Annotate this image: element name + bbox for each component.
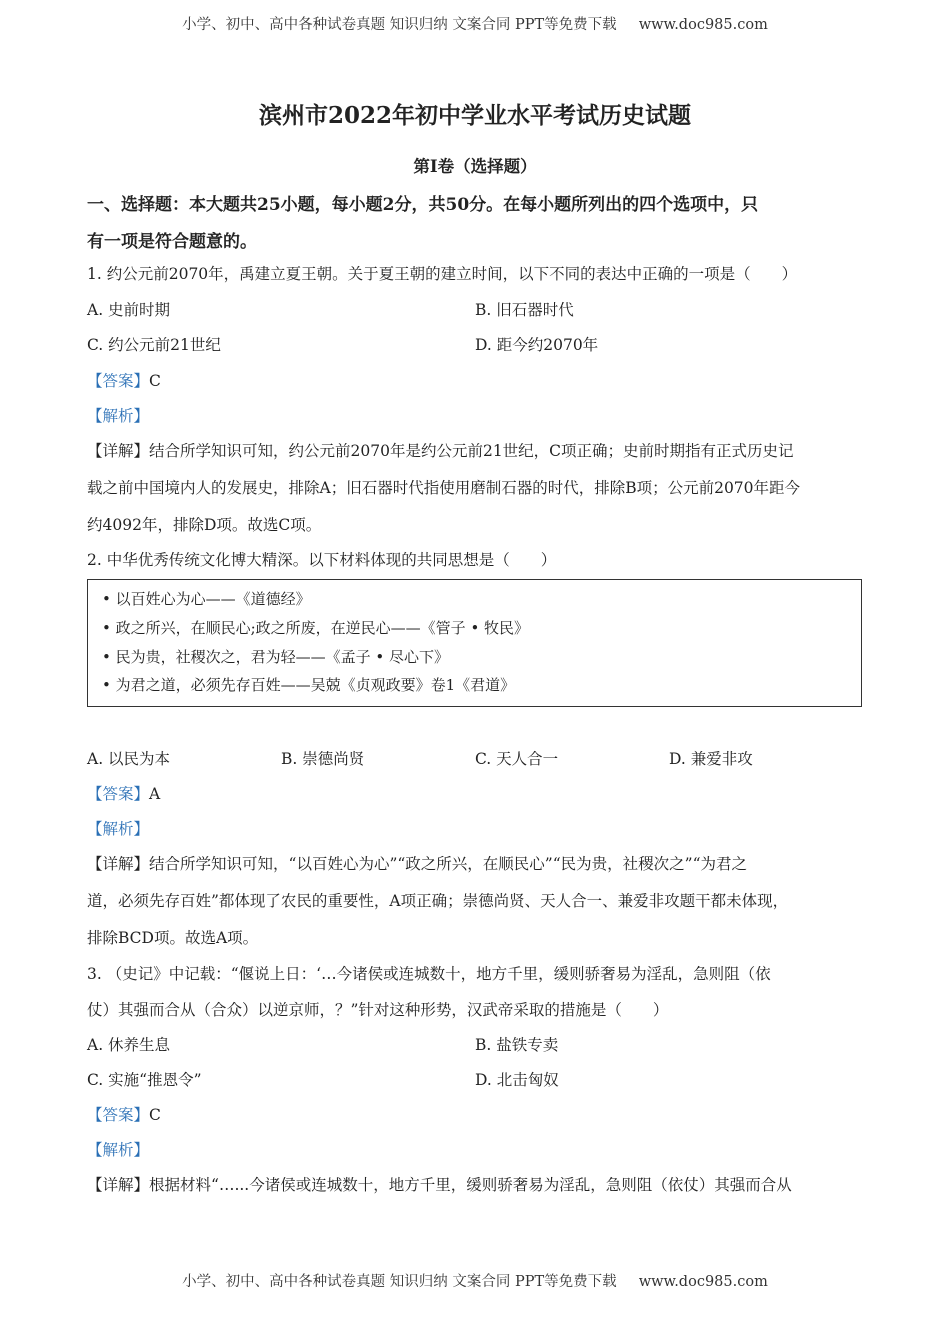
page-title: 滨州市2022年初中学业水平考试历史试题 — [258, 102, 691, 129]
q2-option-b: B. 崇德尚贤 — [281, 750, 365, 768]
section-heading-line-2: 有一项是符合题意的。 — [87, 232, 257, 252]
detail-tag: 【详解】 — [87, 1176, 150, 1194]
q3-option-d: D. 北击匈奴 — [475, 1071, 559, 1089]
q1-detail-3: 约4092年，排除D项。故选C项。 — [87, 516, 322, 534]
q3-option-b: B. 盐铁专卖 — [475, 1036, 559, 1054]
footer-url[interactable]: www.doc985.com — [638, 1274, 768, 1290]
q2-stem: 2. 中华优秀传统文化博大精深。以下材料体现的共同思想是（ ） — [87, 551, 557, 569]
page-header — [0, 13, 950, 34]
q2-material-4: • 为君之道，必须先存百姓——吴兢《贞观政要》卷1《君道》 — [102, 676, 516, 694]
q2-option-a: A. 以民为本 — [87, 750, 171, 768]
detail-text: 结合所学知识可知，约公元前2070年是约公元前21世纪，C项正确；史前时期指有正式历史记 — [149, 442, 794, 460]
q1-detail-2: 载之前中国境内人的发展史，排除A；旧石器时代指使用磨制石器的时代，排除B项；公元前2070年距今 — [87, 479, 801, 497]
q2-material-1: • 以百姓心为心——《道德经》 — [102, 590, 311, 608]
q2-detail-3: 排除BCD项。故选A项。 — [87, 929, 259, 947]
q3-analysis-tag: 【解析】 — [87, 1141, 150, 1159]
answer-tag: 【答案】 — [87, 785, 150, 803]
answer-value: C — [149, 1106, 161, 1124]
q2-material-2: • 政之所兴，在顺民心;政之所废，在逆民心——《管子 • 牧民》 — [102, 619, 530, 637]
q2-answer — [87, 782, 160, 804]
q3-stem-2: 仗）其强而合从（合众）以逆京师，？”针对这种形势，汉武帝采取的措施是（ ） — [87, 1001, 669, 1019]
volume-subtitle: 第I卷（选择题） — [413, 157, 537, 176]
q3-option-c: C. 实施“推恩令” — [87, 1071, 202, 1089]
q3-stem-1: 3. （史记》中记载：“偃说上日：‘…今诸侯或连城数十，地方千里，缓则骄奢易为淫乱，急则阻（依 — [87, 965, 771, 983]
q1-option-b: B. 旧石器时代 — [475, 301, 574, 319]
q1-option-d: D. 距今约2070年 — [475, 336, 599, 354]
q1-option-c: C. 约公元前21世纪 — [87, 336, 221, 354]
q1-option-a: A. 史前时期 — [87, 301, 171, 319]
q3-answer — [87, 1103, 161, 1125]
header-url[interactable]: www.doc985.com — [638, 17, 768, 33]
q2-option-d: D. 兼爱非攻 — [669, 750, 753, 768]
answer-tag: 【答案】 — [87, 372, 150, 390]
q1-detail-1 — [87, 439, 794, 461]
answer-value: A — [149, 785, 161, 803]
page-footer — [0, 1270, 950, 1291]
answer-tag: 【答案】 — [87, 1106, 150, 1124]
q2-material-3: • 民为贵，社稷次之，君为轻——《孟子 • 尽心下》 — [102, 648, 450, 666]
q2-detail-1 — [87, 852, 747, 874]
q2-option-c: C. 天人合一 — [475, 750, 559, 768]
section-heading-line-1: 一、选择题：本大题共25小题，每小题2分，共50分。在每小题所列出的四个选项中，只 — [87, 195, 759, 215]
q1-stem: 1. 约公元前2070年，禹建立夏王朝。关于夏王朝的建立时间，以下不同的表达中正确的一项是（ ） — [87, 265, 798, 283]
detail-tag: 【详解】 — [87, 442, 150, 460]
header-text: 小学、初中、高中各种试卷真题 知识归纳 文案合同 PPT等免费下载 — [182, 17, 617, 33]
detail-tag: 【详解】 — [87, 855, 150, 873]
q2-analysis-tag: 【解析】 — [87, 820, 150, 838]
q1-answer — [87, 369, 161, 391]
detail-text: 结合所学知识可知，“以百姓心为心”“政之所兴，在顺民心”“民为贵，社稷次之”“为君之 — [149, 855, 747, 873]
answer-value: C — [149, 372, 161, 390]
q3-detail-1 — [87, 1173, 792, 1195]
detail-text: 根据材料“…...今诸侯或连城数十，地方千里，缓则骄奢易为淫乱，急则阻（依仗）其强而合从 — [149, 1176, 792, 1194]
q3-option-a: A. 休养生息 — [87, 1036, 171, 1054]
q2-material-box — [87, 579, 862, 707]
q1-analysis-tag: 【解析】 — [87, 407, 150, 425]
q2-detail-2: 道，必须先存百姓”都体现了农民的重要性，A项正确；崇德尚贤、天人合一、兼爱非攻题干都未体现， — [87, 892, 789, 910]
footer-text: 小学、初中、高中各种试卷真题 知识归纳 文案合同 PPT等免费下载 — [182, 1274, 617, 1290]
